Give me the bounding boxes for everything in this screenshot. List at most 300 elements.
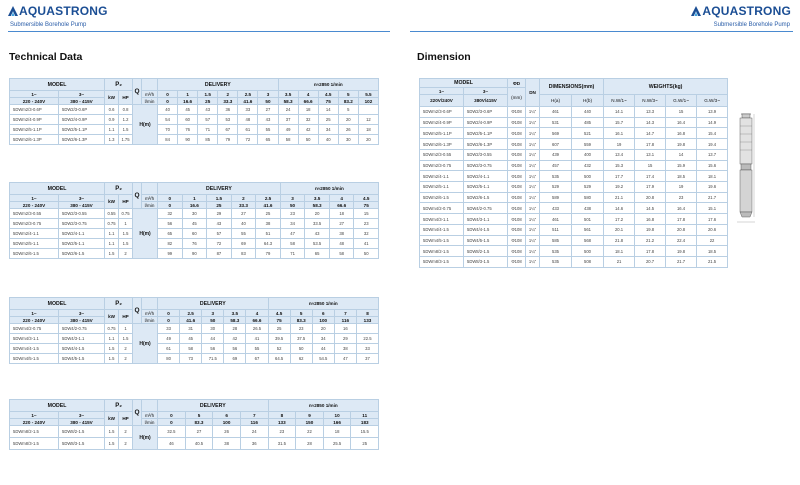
model-three-phase: 5DW4/3-1.1	[59, 334, 105, 344]
head-value: 57	[207, 229, 232, 239]
flow-m3h-value: 11	[351, 412, 379, 419]
head-value: 79	[256, 249, 281, 259]
head-value: 40.5	[185, 438, 213, 450]
height-b: 500	[572, 171, 604, 182]
flow-m3h-value: 6	[213, 412, 241, 419]
gross-weight-single: 20.8	[666, 224, 697, 235]
model-header: MODEL	[10, 79, 105, 91]
model-three-phase: 5DW2/6-1.5	[464, 192, 508, 203]
head-value: 79	[218, 135, 238, 145]
head-value: 15	[354, 209, 379, 219]
head-value: 43	[207, 219, 232, 229]
flow-lmin-value: 25	[207, 202, 232, 209]
table-row	[10, 354, 379, 364]
flow-m3h-value: 4.5	[318, 91, 338, 98]
head-value: 41	[354, 239, 379, 249]
dn-size: 1¼"	[526, 192, 540, 203]
power-hp: 0.8	[119, 105, 133, 115]
head-value: 99	[158, 249, 183, 259]
three-phase-label: 3~	[59, 195, 105, 202]
net-weight-single: 19.2	[604, 182, 635, 193]
head-value: 69	[224, 354, 246, 364]
power-hp: 1.5	[119, 229, 133, 239]
model-three-phase: 5DW4/4-1.5	[464, 224, 508, 235]
head-value: 33	[158, 324, 180, 334]
speed-header: n≈2850 1/min	[278, 79, 378, 91]
power-kw: 1.5	[105, 249, 119, 259]
flow-m3h-value: 7	[240, 412, 268, 419]
outer-diameter-unit: (mm)	[508, 88, 526, 107]
delivery-header: DELIVERY	[158, 79, 279, 91]
model-single-phase: 5DWm2/3-0.55	[10, 209, 59, 219]
single-phase-voltage: 220 - 240V	[10, 202, 59, 209]
single-phase-label: 1~	[10, 310, 59, 317]
net-weight-three: 17.8	[635, 139, 666, 150]
height-b: 568	[572, 235, 604, 246]
height-a: 607	[540, 139, 572, 150]
gross-weight-single: 15.9	[666, 160, 697, 171]
flow-m3h-value: 3	[258, 91, 278, 98]
head-value: 27	[258, 105, 278, 115]
height-a: 589	[540, 192, 572, 203]
model-three-phase: 5DW2/4-1.1	[464, 171, 508, 182]
head-value: 64.5	[268, 354, 290, 364]
p2-header: P₂	[105, 79, 133, 91]
flow-m3h-value: 4	[298, 91, 318, 98]
head-value: 80	[158, 354, 180, 364]
flow-lmin-value: 58.3	[305, 202, 330, 209]
head-value: 47	[334, 354, 356, 364]
power-hp: 1.2	[119, 115, 133, 125]
table-row	[10, 229, 379, 239]
model-three-phase: 5DW2/3-0.75	[59, 219, 105, 229]
single-phase-voltage: 220V/240V	[420, 95, 464, 107]
head-value: 57	[198, 115, 218, 125]
table-row	[10, 438, 379, 450]
power-hp: 2	[119, 249, 133, 259]
technical-table	[9, 182, 379, 259]
head-value: 61	[158, 344, 180, 354]
head-value: 22	[296, 426, 324, 438]
height-b: 521	[572, 128, 604, 139]
p2-header: P₂	[105, 298, 133, 310]
head-value: 24	[278, 105, 298, 115]
power-hp: 1.5	[119, 334, 133, 344]
head-value: 65	[158, 229, 183, 239]
flow-m3h-value: 0	[158, 195, 183, 202]
flow-m3h-value: 5.5	[358, 91, 378, 98]
net-weight-single: 19	[604, 139, 635, 150]
head-value: 23	[268, 426, 296, 438]
gross-weight-single: 16.4	[666, 203, 697, 214]
head-value: 70	[158, 125, 178, 135]
head-value: 56	[224, 344, 246, 354]
head-value: 32.5	[158, 426, 186, 438]
head-value: 18	[323, 426, 351, 438]
flow-m3h-value: 4	[329, 195, 354, 202]
flow-lmin-value: 41.6	[238, 98, 258, 105]
dimension-title: Dimension	[417, 51, 471, 63]
technical-data-title: Technical Data	[9, 51, 83, 63]
dn-size: 1¼"	[526, 224, 540, 235]
head-value: 53	[218, 115, 238, 125]
table-row	[420, 235, 728, 246]
height-b: 500	[572, 246, 604, 257]
net-weight-three: 14.3	[635, 117, 666, 128]
flow-lmin-value: 183	[351, 419, 379, 426]
head-value: 40	[231, 219, 256, 229]
head-value: 28	[224, 324, 246, 334]
power-hp: 2	[119, 344, 133, 354]
table-row	[10, 426, 379, 438]
speed-header: n≈2850 1/min	[280, 183, 378, 195]
head-value: 45	[182, 219, 207, 229]
model-single-phase: 5DWm2/3-0.75	[10, 219, 59, 229]
head-value: 23	[280, 209, 305, 219]
height-b: 529	[572, 182, 604, 193]
head-value: 46	[158, 438, 186, 450]
head-value: 28	[296, 438, 324, 450]
blank-header	[142, 183, 158, 195]
head-value: 34	[280, 219, 305, 229]
table-row	[10, 249, 379, 259]
model-single-phase: 5DWm2/5-1.1P	[420, 128, 464, 139]
table-row	[10, 135, 379, 145]
single-phase-label: 1~	[10, 195, 59, 202]
net-weight-three: 13.3	[635, 107, 666, 118]
kw-header: kW	[105, 412, 119, 426]
flow-m3h-value: 5	[290, 310, 312, 317]
net-weight-single: 13.4	[604, 149, 635, 160]
head-value: 31	[180, 324, 202, 334]
kw-header: kW	[105, 195, 119, 209]
power-kw: 1.1	[105, 334, 119, 344]
head-value: 65	[258, 135, 278, 145]
head-value: 25	[318, 115, 338, 125]
three-phase-label: 3~	[59, 91, 105, 98]
head-value: 43	[258, 115, 278, 125]
model-three-phase: 5DW2/3-0.55	[59, 209, 105, 219]
net-weight-three: 20.7	[635, 257, 666, 268]
gross-weight-three: 22	[697, 235, 728, 246]
head-value: 18	[358, 125, 378, 135]
height-a: 531	[540, 117, 572, 128]
net-weight-three: 15	[635, 160, 666, 171]
flow-unit-m3h: m³/h	[142, 310, 158, 317]
dn-size: 1¼"	[526, 214, 540, 225]
gross-weight-three: 18.1	[697, 171, 728, 182]
outer-diameter: Φ108	[508, 192, 526, 203]
head-value: 20	[358, 135, 378, 145]
head-value: 38	[256, 219, 281, 229]
model-single-phase: 5DWm2/3-0.55	[420, 149, 464, 160]
gross-weight-three: 13.7	[697, 149, 728, 160]
dn-size: 1¼"	[526, 246, 540, 257]
head-value: 67	[218, 125, 238, 135]
height-b-header: H(b)	[572, 95, 604, 107]
head-value: 54	[158, 115, 178, 125]
head-value: 26.5	[246, 324, 268, 334]
model-single-phase: 5DWm8/2-1.5	[10, 426, 59, 438]
three-phase-label: 3~	[59, 412, 105, 419]
head-value: 73	[180, 354, 202, 364]
hp-header: HP	[119, 310, 133, 324]
model-three-phase: 5DW8/3-1.5	[464, 257, 508, 268]
dn-size: 1¼"	[526, 182, 540, 193]
model-header: MODEL	[10, 183, 105, 195]
outer-diameter: Φ108	[508, 235, 526, 246]
flow-m3h-value: 9	[296, 412, 324, 419]
speed-header: n≈2850 1/min	[268, 400, 379, 412]
model-three-phase: 5DW2/3-0.55	[464, 149, 508, 160]
flow-m3h-value: 4.5	[268, 310, 290, 317]
power-kw: 0.6	[105, 105, 119, 115]
head-value: 25	[268, 324, 290, 334]
gross-weight-three: 14.9	[697, 117, 728, 128]
model-three-phase: 5DW8/3-1.5	[59, 438, 105, 450]
technical-table	[9, 399, 379, 450]
net-weight-single: 21	[604, 257, 635, 268]
model-single-phase: 5DWm4/4-1.5	[10, 344, 59, 354]
outer-diameter: Φ108	[508, 182, 526, 193]
height-b: 561	[572, 224, 604, 235]
dn-size: 1¼"	[526, 171, 540, 182]
head-value: 33	[238, 105, 258, 115]
q-header: Q	[133, 183, 142, 209]
net-weight-single: 17.2	[604, 214, 635, 225]
height-a: 461	[540, 214, 572, 225]
table-row	[420, 257, 728, 268]
flow-lmin-value: 83.2	[338, 98, 358, 105]
net-weight-single: 14.1	[604, 107, 635, 118]
table-row	[10, 344, 379, 354]
model-single-phase: 5DWm2/5-1.1	[420, 182, 464, 193]
head-value: 71.5	[202, 354, 224, 364]
pump-dimension-drawing	[735, 112, 757, 242]
height-a: 433	[540, 203, 572, 214]
head-value: 87	[207, 249, 232, 259]
head-value: 83	[231, 249, 256, 259]
head-value: 45	[178, 105, 198, 115]
table-row	[420, 160, 728, 171]
head-value: 64.3	[256, 239, 281, 249]
power-kw: 1.5	[105, 438, 119, 450]
weights-header: WEIGHTS(kg)	[604, 79, 728, 95]
net-weight-single: 20.1	[604, 224, 635, 235]
power-hp: 1.5	[119, 239, 133, 249]
header-divider	[8, 31, 390, 32]
table-row	[420, 182, 728, 193]
model-three-phase: 5DW2/5-1.1	[464, 182, 508, 193]
power-hp: 1.75	[119, 135, 133, 145]
head-value: 54.5	[312, 354, 334, 364]
flow-m3h-value: 3	[280, 195, 305, 202]
model-single-phase: 5DWm2/5-1.1P	[10, 125, 59, 135]
head-value: 23	[290, 324, 312, 334]
gross-weight-single: 15	[666, 107, 697, 118]
head-value: 16	[334, 324, 356, 334]
model-single-phase: 5DWm2/3-0.6P	[10, 105, 59, 115]
brand-subtitle: Submersible Borehole Pump	[713, 22, 790, 28]
model-three-phase: 5DW4/2-0.75	[59, 324, 105, 334]
table-row	[10, 209, 379, 219]
head-value: 18	[329, 209, 354, 219]
model-three-phase: 5DW2/3-0.6P	[59, 105, 105, 115]
table-row	[420, 117, 728, 128]
single-phase-voltage: 220 - 240V	[10, 317, 59, 324]
gross-weight-three-header: G.W/3~	[697, 95, 728, 107]
flow-lmin-value: 33.3	[231, 202, 256, 209]
flow-lmin-value: 75	[354, 202, 379, 209]
header-divider	[410, 31, 793, 32]
brand-subtitle: Submersible Borehole Pump	[10, 22, 87, 28]
head-value: 38	[329, 229, 354, 239]
head-value: 50	[290, 344, 312, 354]
flow-lmin-value: 50	[202, 317, 224, 324]
delivery-header: DELIVERY	[158, 400, 269, 412]
flow-unit-lmin: l/min	[142, 98, 158, 105]
hp-header: HP	[119, 91, 133, 105]
flow-lmin-value: 100	[312, 317, 334, 324]
model-three-phase: 5DW2/4-0.9P	[464, 117, 508, 128]
height-a: 439	[540, 149, 572, 160]
head-value: 26	[338, 125, 358, 135]
flow-m3h-value: 1	[182, 195, 207, 202]
model-single-phase: 5DWm2/5-1.1	[10, 239, 59, 249]
flow-m3h-value: 2.5	[180, 310, 202, 317]
height-a: 461	[540, 107, 572, 118]
technical-table	[9, 78, 379, 145]
gross-weight-single: 14	[666, 149, 697, 160]
height-a: 529	[540, 182, 572, 193]
model-header: MODEL	[10, 298, 105, 310]
single-phase-label: 1~	[10, 91, 59, 98]
head-value: 61	[238, 125, 258, 135]
model-single-phase: 5DWm8/3-1.5	[10, 438, 59, 450]
flow-m3h-value: 0	[158, 310, 180, 317]
model-three-phase: 5DW2/5-1.1P	[464, 128, 508, 139]
net-weight-three: 16.8	[635, 214, 666, 225]
head-value: 36	[218, 105, 238, 115]
gross-weight-three: 13.9	[697, 107, 728, 118]
outer-diameter: Φ108	[508, 171, 526, 182]
head-value: 65	[305, 249, 330, 259]
power-kw: 0.9	[105, 115, 119, 125]
head-value: 71	[280, 249, 305, 259]
net-weight-three: 17.4	[635, 171, 666, 182]
flow-unit-lmin: l/min	[142, 202, 158, 209]
head-value: 22.5	[356, 334, 378, 344]
p2-header: P₂	[105, 183, 133, 195]
net-weight-single: 21.8	[604, 235, 635, 246]
head-value: 5	[338, 105, 358, 115]
table-row	[420, 192, 728, 203]
model-three-phase: 5DW2/3-0.75	[464, 160, 508, 171]
flow-m3h-value: 1.5	[207, 195, 232, 202]
aquastrong-logo-icon	[691, 6, 701, 16]
flow-m3h-value: 8	[356, 310, 378, 317]
gross-weight-single: 19.8	[666, 139, 697, 150]
power-kw: 1.5	[105, 354, 119, 364]
head-value: 72	[207, 239, 232, 249]
head-value: 62	[290, 354, 312, 364]
head-value: 55	[231, 229, 256, 239]
flow-unit-m3h: m³/h	[142, 91, 158, 98]
height-b: 438	[572, 203, 604, 214]
dn-size: 1¼"	[526, 139, 540, 150]
p2-header: P₂	[105, 400, 133, 412]
head-value: 14	[318, 105, 338, 115]
head-value: 84	[158, 135, 178, 145]
gross-weight-three: 15.1	[697, 203, 728, 214]
table-row	[420, 171, 728, 182]
brand-logo-right	[691, 4, 791, 18]
power-hp: 0.75	[119, 209, 133, 219]
technical-table	[9, 297, 379, 364]
flow-lmin-value: 33.3	[218, 98, 238, 105]
head-label: H(m)	[133, 209, 158, 259]
head-value: 60	[178, 115, 198, 125]
height-b: 559	[572, 139, 604, 150]
flow-lmin-value: 50	[258, 98, 278, 105]
outer-diameter: Φ108	[508, 224, 526, 235]
gross-weight-three: 17.6	[697, 214, 728, 225]
model-single-phase: 5DWm2/4-1.1	[10, 229, 59, 239]
gross-weight-single: 19	[666, 182, 697, 193]
outer-diameter: Φ108	[508, 160, 526, 171]
flow-lmin-value: 66.6	[298, 98, 318, 105]
head-value: 45	[180, 334, 202, 344]
flow-lmin-value: 150	[296, 419, 324, 426]
head-value: 55	[258, 125, 278, 135]
head-value: 37	[278, 115, 298, 125]
net-weight-single: 17.7	[604, 171, 635, 182]
head-value: 34	[312, 334, 334, 344]
dn-size: 1¼"	[526, 203, 540, 214]
outer-diameter: Φ108	[508, 107, 526, 118]
model-three-phase: 5DW4/5-1.5	[59, 354, 105, 364]
head-value: 33	[356, 344, 378, 354]
gross-weight-single: 16.8	[666, 128, 697, 139]
flow-lmin-value: 75	[268, 317, 290, 324]
model-three-phase: 5DW2/6-1.5	[59, 249, 105, 259]
head-value: 29	[334, 334, 356, 344]
head-value	[358, 105, 378, 115]
hp-header: HP	[119, 412, 133, 426]
height-a: 535	[540, 171, 572, 182]
head-value: 48	[329, 239, 354, 249]
flow-m3h-value: 10	[323, 412, 351, 419]
model-three-phase: 5DW2/3-0.6P	[464, 107, 508, 118]
speed-header: n≈2850 1/min	[268, 298, 379, 310]
model-three-phase: 5DW2/5-1.1P	[59, 125, 105, 135]
head-value: 27	[329, 219, 354, 229]
three-phase-voltage: 380 - 415V	[59, 317, 105, 324]
head-label: H(m)	[133, 105, 158, 145]
power-hp: 2	[119, 426, 133, 438]
table-row	[420, 149, 728, 160]
gross-weight-three: 15.6	[697, 160, 728, 171]
flow-unit-lmin: l/min	[142, 317, 158, 324]
power-kw: 0.55	[105, 209, 119, 219]
flow-m3h-value: 2	[231, 195, 256, 202]
head-value: 50	[354, 249, 379, 259]
model-three-phase: 5DW2/4-1.1	[59, 229, 105, 239]
model-three-phase: 5DW4/5-1.5	[464, 235, 508, 246]
head-value: 58	[329, 249, 354, 259]
net-weight-three: 14.5	[635, 203, 666, 214]
head-value: 42	[224, 334, 246, 344]
